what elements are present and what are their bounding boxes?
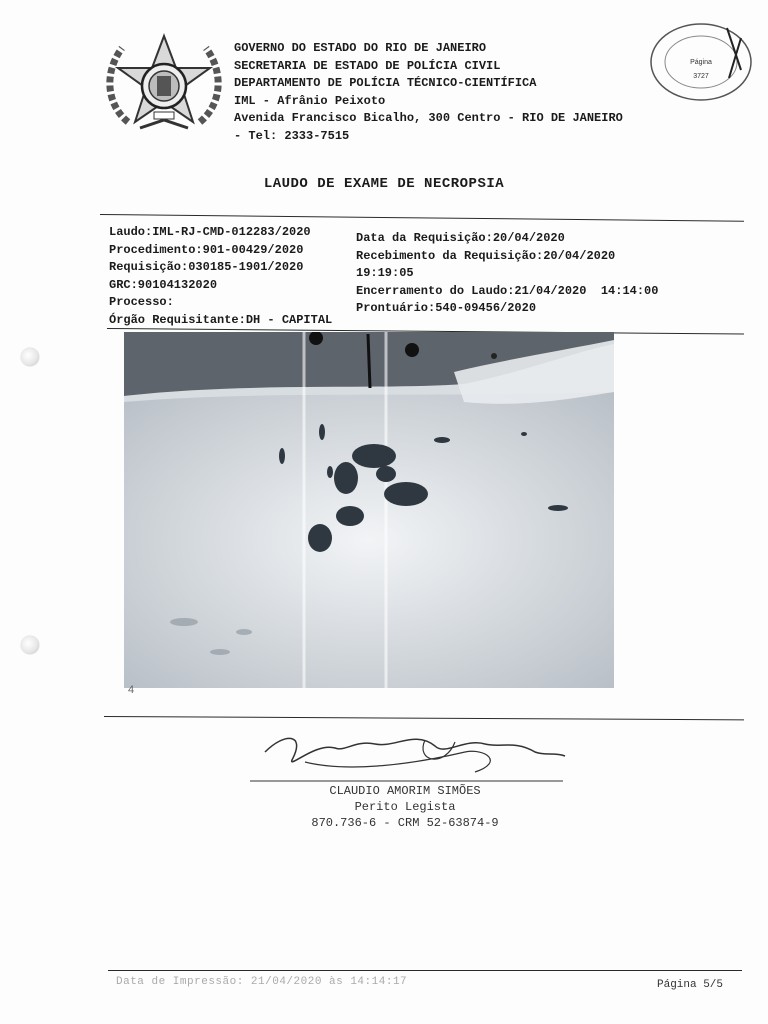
info-data-requisicao: Data da Requisição:20/04/2020 bbox=[356, 231, 565, 245]
header-institution bbox=[234, 40, 623, 145]
header-line: - Tel: 2333-7515 bbox=[234, 128, 350, 143]
info-prontuario: Prontuário:540-09456/2020 bbox=[356, 301, 537, 315]
info-recebimento-time: 19:19:05 bbox=[356, 266, 414, 280]
signer-name: CLAUDIO AMORIM SIMÕES bbox=[329, 784, 481, 798]
info-laudo: Laudo:IML-RJ-CMD-012283/2020 bbox=[109, 225, 311, 239]
forensic-photo bbox=[124, 332, 614, 688]
info-procedimento: Procedimento:901-00429/2020 bbox=[109, 242, 304, 257]
figure-number: 4 bbox=[128, 684, 135, 696]
info-right-column bbox=[356, 230, 658, 318]
signer-role: Perito Legista bbox=[354, 800, 456, 814]
court-stamp-icon bbox=[645, 18, 757, 106]
info-requisicao: Requisição:030185-1901/2020 bbox=[109, 260, 304, 274]
police-emblem-icon bbox=[100, 32, 228, 136]
info-top-rule bbox=[100, 214, 744, 222]
stamp-page-label: Página bbox=[690, 59, 712, 66]
header-line: SECRETARIA DE ESTADO DE POLÍCIA CIVIL bbox=[234, 58, 501, 73]
header-line: IML - Afrânio Peixoto bbox=[234, 93, 386, 108]
print-date: Data de Impressão: 21/04/2020 às 14:14:17 bbox=[116, 976, 408, 988]
footer-rule bbox=[108, 970, 742, 971]
info-grc: GRC:90104132020 bbox=[109, 277, 218, 292]
header-line: DEPARTAMENTO DE POLÍCIA TÉCNICO-CIENTÍFICA bbox=[234, 76, 537, 90]
document-title: LAUDO DE EXAME DE NECROPSIA bbox=[263, 176, 505, 192]
stamp-handwritten-number: 3727 bbox=[693, 73, 709, 80]
info-recebimento: Recebimento da Requisição:20/04/2020 bbox=[356, 248, 616, 263]
signer-registration: 870.736-6 - CRM 52-63874-9 bbox=[311, 816, 499, 830]
info-left-column bbox=[109, 224, 332, 329]
header-line: Avenida Francisco Bicalho, 300 Centro - RIO DE JANEIRO bbox=[234, 111, 623, 125]
signature-top-rule bbox=[104, 716, 744, 720]
page-number: Página 5/5 bbox=[657, 979, 724, 991]
info-processo: Processo: bbox=[109, 295, 174, 309]
punch-hole-bottom bbox=[21, 636, 39, 654]
info-encerramento: Encerramento do Laudo:21/04/2020 14:14:00 bbox=[356, 283, 659, 298]
header-line: GOVERNO DO ESTADO DO RIO DE JANEIRO bbox=[234, 41, 487, 55]
punch-hole-top bbox=[21, 348, 39, 366]
handwritten-signature bbox=[245, 722, 575, 782]
info-orgao: Órgão Requisitante:DH - CAPITAL bbox=[109, 312, 333, 327]
